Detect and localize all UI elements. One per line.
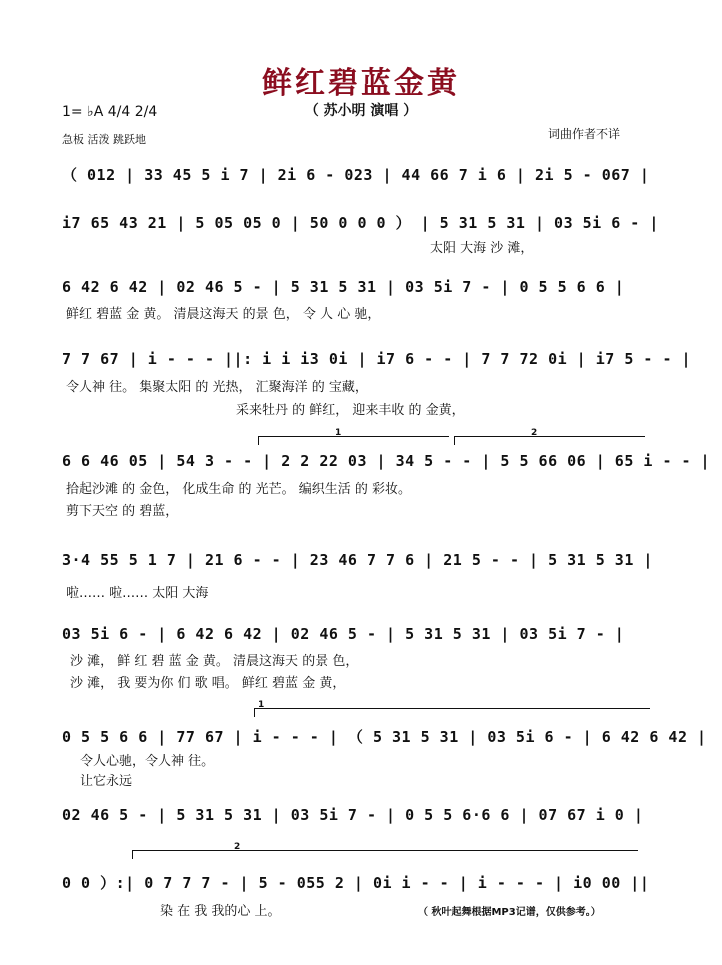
author-credit: 词曲作者不详	[548, 127, 621, 141]
lyric-line-10: 令人心驰，令人神 往。	[80, 754, 215, 769]
music-line-10: 0 0 ）:| 0 7 7 7 - | 5 - 055 2 | 0i i - - | i - - - | i0 00 ||	[62, 874, 650, 892]
lyric-line-7: 啦…… 啦…… 太阳 大海	[66, 586, 209, 601]
lyric-line-8: 沙 滩， 鲜 红 碧 蓝 金 黄。 清晨这海天 的景 色，	[70, 654, 359, 669]
music-line-8: 0 5 5 6 6 | 77 67 | i - - - | （ 5 31 5 31 | 03 5i 6 - | 6 42 6 42 |	[62, 728, 707, 746]
lyric-line-2: 鲜红 碧蓝 金 黄。 清晨这海天 的景 色， 令 人 心 驰，	[66, 307, 381, 322]
music-line-7: 03 5i 6 - | 6 42 6 42 | 02 46 5 - | 5 31 5 31 | 03 5i 7 - |	[62, 625, 625, 643]
ending-number: 1	[258, 700, 265, 710]
singer-credit: （ 苏小明 演唱 ）	[304, 103, 418, 119]
key-signature: 1= ♭A 4/4 2/4	[62, 104, 158, 120]
ending-number: 2	[234, 842, 241, 852]
lyric-line-6: 剪下天空 的 碧蓝，	[66, 504, 179, 519]
music-line-2: i7 65 43 21 | 5 05 05 0 | 50 0 0 0 ） | 5 31 5 31 | 03 5i 6 - |	[62, 214, 659, 232]
music-line-3: 6 42 6 42 | 02 46 5 - | 5 31 5 31 | 03 5i 7 - | 0 5 5 6 6 |	[62, 278, 625, 296]
lyric-line-11: 让它永远	[80, 774, 133, 789]
ending-bracket-4	[132, 842, 638, 859]
music-line-5: 6 6 46 05 | 54 3 - - | 2 2 22 03 | 34 5 - - | 5 5 66 06 | 65 i - - |	[62, 452, 711, 470]
ending-number: 1	[335, 428, 342, 438]
lyric-line-4: 采来牡丹 的 鲜红， 迎来丰收 的 金黄，	[236, 403, 465, 418]
ending-bracket-3	[254, 700, 650, 717]
transcription-footnote: （ 秋叶起舞根据MP3记谱，仅供参考。）	[418, 907, 601, 918]
music-line-6: 3·4 55 5 1 7 | 21 6 - - | 23 46 7 7 6 | 21 5 - - | 5 31 5 31 |	[62, 551, 653, 569]
music-line-1: （ 012 | 33 45 5 i 7 | 2i 6 - 023 | 44 66 7 i 6 | 2i 5 - 067 |	[62, 166, 650, 184]
music-line-9: 02 46 5 - | 5 31 5 31 | 03 5i 7 - | 0 5 5 6·6 6 | 07 67 i 0 |	[62, 806, 644, 824]
lyric-line-12: 染 在 我 我的心 上。	[160, 904, 281, 919]
lyric-line-5: 拾起沙滩 的 金色， 化成生命 的 光芒。 编织生活 的 彩妆。	[66, 482, 412, 497]
music-line-4: 7 7 67 | i - - - ||: i i i3 0i | i7 6 - - | 7 7 72 0i | i7 5 - - |	[62, 350, 692, 368]
lyric-line-3: 令人神 往。 集聚太阳 的 光热， 汇聚海洋 的 宝藏，	[66, 380, 368, 395]
tempo-marking: 急板 活泼 跳跃地	[62, 133, 146, 146]
ending-number: 2	[531, 428, 538, 438]
ending-bracket-2	[454, 428, 645, 445]
song-title: 鲜红碧蓝金黄	[262, 66, 460, 101]
lyric-line-1: 太阳 大海 沙 滩，	[430, 241, 534, 256]
lyric-line-9: 沙 滩， 我 要为你 们 歌 唱。 鲜红 碧蓝 金 黄，	[70, 676, 346, 691]
ending-bracket-1	[258, 428, 449, 445]
